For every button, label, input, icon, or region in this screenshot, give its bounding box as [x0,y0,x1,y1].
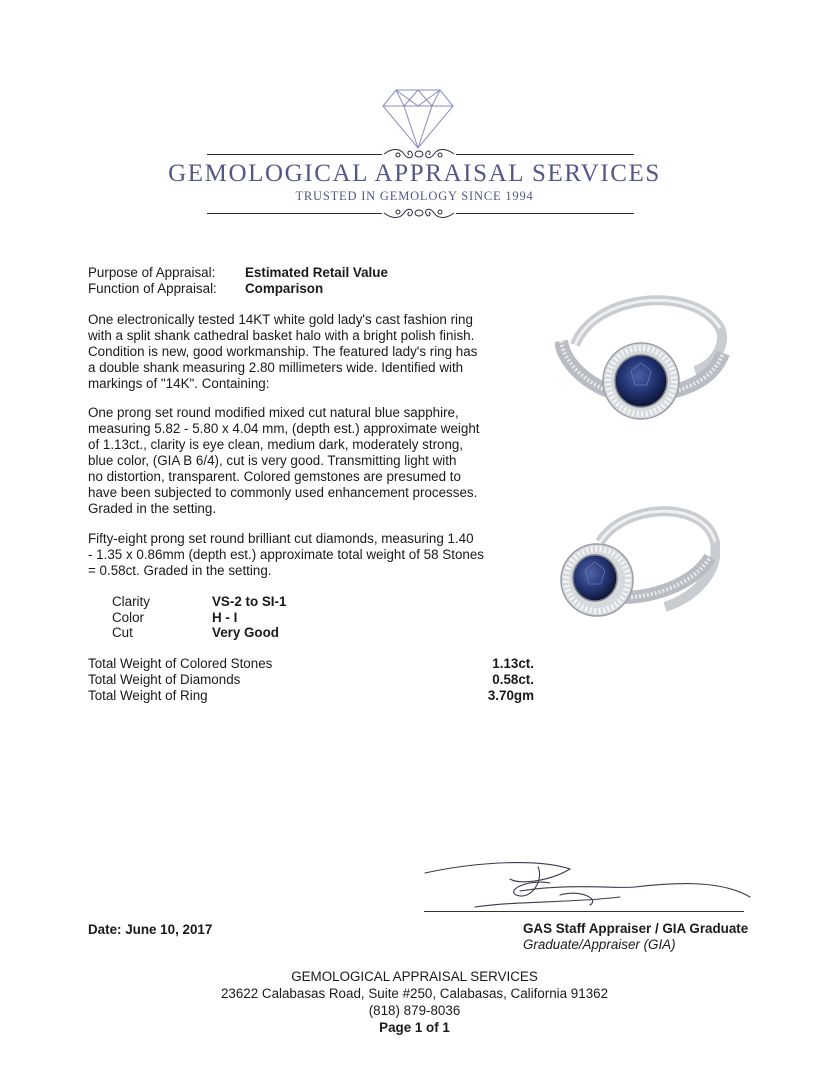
diamonds-line: - 1.35 x 0.86mm (depth est.) approximate total weight of 58 Stones [88,547,484,562]
signature-line [424,911,744,912]
sapphire-line: of 1.13ct., clarity is eye clean, medium dark, moderately strong, [88,437,464,452]
total-colored-value: 1.13ct. [492,656,534,671]
ring-description [88,312,503,392]
appraiser-signature [420,855,760,917]
description-line: markings of "14K". Containing: [88,376,270,391]
purpose-label: Purpose of Appraisal: [88,265,216,280]
total-diamonds-value: 0.58ct. [492,672,534,687]
description-line: a double shank measuring 2.80 millimeters wide. Identified with [88,360,464,375]
grading-clarity-label: Clarity [112,594,150,609]
grading-cut-label: Cut [112,625,133,640]
purpose-value: Estimated Retail Value [245,265,388,280]
function-label: Function of Appraisal: [88,281,217,296]
total-ring-label: Total Weight of Ring [88,688,208,703]
sapphire-line: no distortion, transparent. Colored gemstones are presumed to [88,469,461,484]
diamond-logo-icon [382,88,454,150]
brand-name: GEMOLOGICAL APPRAISAL SERVICES [168,160,661,187]
grading-clarity-value: VS-2 to SI-1 [212,594,287,609]
header-rule-top-right [456,154,634,155]
description-line: with a split shank cathedral basket halo with a bright polish finish. [88,328,475,343]
diamonds-line: Fifty-eight prong set round brilliant cut diamonds, measuring 1.40 [88,531,474,546]
diamonds-line: = 0.58ct. Graded in the setting. [88,563,272,578]
function-value: Comparison [245,281,324,296]
sapphire-line: Graded in the setting. [88,501,217,516]
total-diamonds-label: Total Weight of Diamonds [88,672,241,687]
total-colored-label: Total Weight of Colored Stones [88,656,273,671]
brand-tagline: TRUSTED IN GEMOLOGY SINCE 1994 [295,189,534,203]
description-line: Condition is new, good workmanship. The featured lady's ring has [88,344,478,359]
ring-photo-top [555,283,730,428]
sapphire-line: blue color, (GIA B 6/4), cut is very good. Transmitting light with [88,453,457,468]
grading-cut-value: Very Good [212,625,279,640]
ornament-flourish-bottom-icon [382,205,456,221]
footer-phone: (818) 879-8036 [368,1003,461,1018]
sapphire-description [88,405,503,517]
footer-address: 23622 Calabasas Road, Suite #250, Calabasas, California 91362 [220,986,609,1001]
grading-color-label: Color [112,610,144,625]
sapphire-line: have been subjected to commonly used enhancement processes. [88,485,478,500]
appraisal-date: Date: June 10, 2017 [88,922,213,937]
page-number: Page 1 of 1 [379,1020,450,1035]
sapphire-line: measuring 5.82 - 5.80 x 4.04 mm, (depth est.) approximate weight [88,421,480,436]
sapphire-line: One prong set round modified mixed cut natural blue sapphire, [88,405,459,420]
signer-subtitle: Graduate/Appraiser (GIA) [523,937,676,952]
ring-photo-bottom [555,502,720,647]
grading-color-value: H - I [212,610,238,625]
diamonds-description [88,531,503,579]
header-rule-bottom-right [456,213,634,214]
header-rule-bottom-left [207,213,382,214]
description-line: One electronically tested 14KT white gold lady's cast fashion ring [88,312,473,327]
signer-title: GAS Staff Appraiser / GIA Graduate [523,921,749,936]
footer-company: GEMOLOGICAL APPRAISAL SERVICES [291,969,538,984]
header-rule-top-left [207,154,382,155]
total-ring-value: 3.70gm [487,688,534,703]
